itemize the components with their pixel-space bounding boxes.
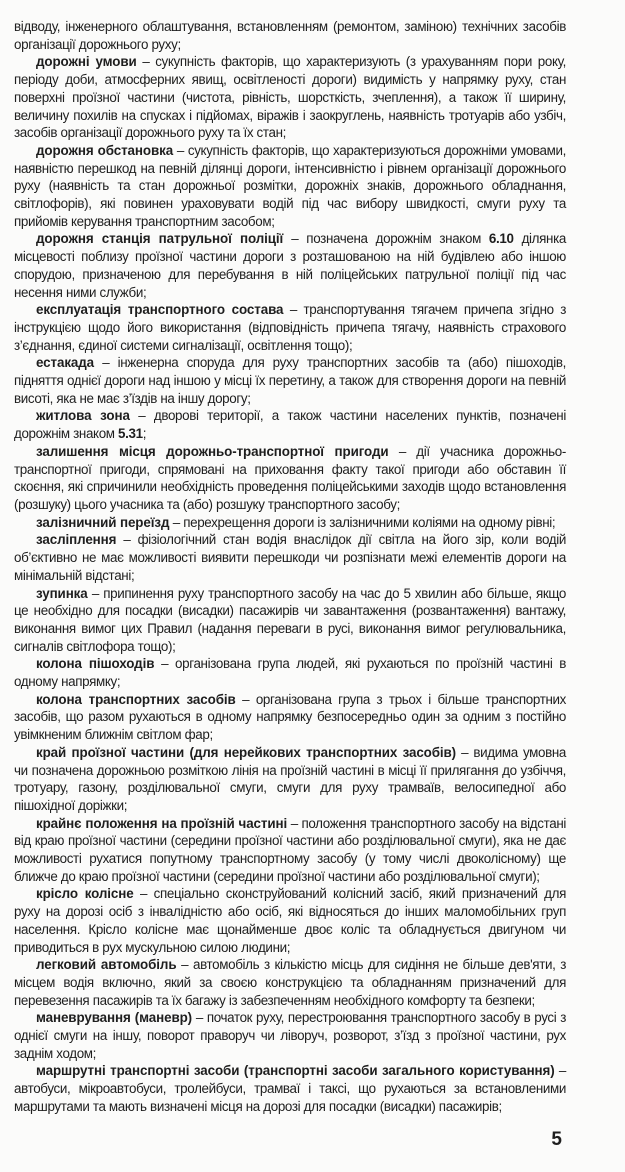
- page-number: 5: [551, 1128, 562, 1150]
- entry-term: дорожня обстановка: [36, 142, 174, 158]
- entry-text: – початок руху, перестроювання транспортного засобу в русі з однієї смуги на іншу, поворот праворуч чи ліворуч, розворот, з’їзд з проїзної частини, рух заднім ходом;: [14, 1010, 566, 1061]
- entry-text: – організована група з трьох і більше транспортних засобів, що разом рухаються в одному напрямку безпосередньо один за одним з постійно увімкненим ближнім світлом фар;: [14, 691, 566, 743]
- entry-marshrutni-ts: [14, 1062, 566, 1115]
- entry-term: маршрутні транспортні засоби (транспортні засоби загального користування): [36, 1063, 555, 1079]
- entry-term: залізничний переїзд: [36, 514, 170, 530]
- entry-term: залишення місця дорожньо-транспортної пригоди: [36, 443, 389, 459]
- entry-text: – сукупність факторів, що характеризують (з урахуванням пори року, періоду доби, атмосферних явищ, освітленості дороги) видимість у напрямку руху, стан поверхні проїзної частини (чистота, рівність, шорсткість, зчеплення), а також її ширину, величину похилів на спусках і підйомах, віражів і заокруглень, наявність тротуарів або узбіч, засобів організації дорожнього руху та їх стан;: [14, 54, 566, 141]
- entry-estakada: [14, 354, 566, 407]
- entry-term: край проїзної частини (для нерейкових транспортних засобів): [36, 744, 457, 760]
- entry-text: – інженерна споруда для руху транспортних засобів та (або) пішоходів, підняття однієї дороги над іншою у місці їх перетину, а також для створення дороги на певній висоті, яка не має з’їздів на іншу дорогу;: [14, 355, 566, 406]
- document-page: [14, 18, 566, 1116]
- entry-text: – автомобіль з кількістю місць для сидіння не більше дев'яти, з місцем водія включно, який за своєю конструкцією та обладнанням призначений для перевезення пасажирів та їх багажу із забезпеченням необхідного комфорту та безпеки;: [14, 957, 566, 1008]
- entry-text: – дворові території, а також частини населених пунктів, позначені дорожнім знаком: [14, 408, 566, 442]
- entry-kolona-pishokhodiv: [14, 655, 566, 690]
- entry-text: – видима умовна чи позначена дорожньою розміткою лінія на проїзній частині в місці її прилягання до узбіччя, тротуару, газону, розділювальної смуги, смуги для руху трамваїв, велосипедної або пішохідної доріжки;: [14, 744, 566, 813]
- entry-zaliznychnyi-pereizd: [14, 514, 566, 532]
- entry-text: – припинення руху транспортного засобу на час до 5 хвилин або більше, якщо це необхідно для посадки (висадки) пасажирів чи завантаження (розвантаження) вантажу, виконання вимог цих Правил (надання переваги в русі, виконання вимог регулювальника, сигналів світлофора тощо);: [14, 585, 566, 654]
- entry-text: – позначена дорожнім знаком: [283, 231, 489, 247]
- entry-text: – дії учасника дорожньо-транспортної пригоди, спрямовані на приховання факту такої пригоди або обставин її скоєння, які спричинили необхідність проведення поліцейськими заходів щодо встановлення (розшуку) цього учасника та (або) розшуку транспортного засобу;: [14, 443, 567, 512]
- entry-term: зупинка: [36, 585, 88, 601]
- entry-term: легковий автомобіль: [36, 957, 177, 973]
- entry-text: ділянка місцевості поблизу проїзної частини дороги з розташованою на ній будівлею або іншою спорудою, призначеною для перебування в ній поліцейських патрульної поліції під час несення ними служби;: [14, 231, 566, 300]
- entry-term: естакада: [36, 355, 95, 371]
- entry-term: житлова зона: [36, 408, 130, 424]
- entry-dorozhnia-obstanovka: [14, 142, 566, 231]
- entry-ekspluatatsiia: [14, 301, 566, 354]
- entry-text: – фізіологічний стан водія внаслідок дії світла на його зір, коли водій об’єктивно не має можливості виявити перешкоди чи розпізнати межі елементів дороги на мінімальній відстані;: [14, 532, 566, 583]
- entry-text: – транспортування тягачем причепа згідно з інструкцією щодо його використання (відповідність причепа тягачу, наявність страхового з’єднання, єдиної системи сигналізації, освітлення тощо);: [14, 302, 566, 353]
- entry-kraine-polozhennia: [14, 815, 566, 886]
- entry-term: маневрування (маневр): [36, 1010, 193, 1026]
- entry-zhytlova-zona: [14, 407, 566, 442]
- entry-zupynka: [14, 585, 566, 656]
- entry-term: засліплення: [36, 532, 117, 548]
- entry-dorozhnia-stantsiia: [14, 230, 566, 301]
- entry-term: колона пішоходів: [36, 656, 155, 672]
- entry-term: крайнє положення на проїзній частині: [36, 815, 288, 831]
- entry-dorozhni-umovy: [14, 53, 566, 142]
- sign-reference: 6.10: [488, 231, 514, 247]
- sign-reference: 5.31: [118, 426, 143, 442]
- entry-term: дорожня станція патрульної поліції: [36, 231, 284, 247]
- entry-term: дорожні умови: [36, 54, 137, 70]
- entry-term: експлуатація транспортного состава: [36, 302, 284, 318]
- entry-term: колона транспортних засобів: [36, 691, 236, 707]
- entry-text: – організована група людей, які рухаються по проїзній частині в одному напрямку;: [14, 656, 567, 690]
- entry-krai-proizdnoi: [14, 744, 566, 815]
- entry-text: – положення транспортного засобу на відстані від краю проїзної частини (середини проїзної частини або розділювальної смуги), яка не дає можливості рухатися попутному транспортному засобу (у тому числі двоколісному) ще ближче до краю проїзної частини (середини проїзної частини або розділювальної смуги);: [14, 815, 566, 884]
- entry-manevruvannia: [14, 1009, 566, 1062]
- entry-text: – автобуси, мікроавтобуси, тролейбуси, трамваї і таксі, що рухаються за встановленими маршрутами та мають визначені місця на дорозі для посадки (висадки) пасажирів;: [14, 1063, 566, 1114]
- entry-text: – сукупність факторів, що характеризуються дорожніми умовами, наявністю перешкод на певній ділянці дороги, інтенсивністю і рівнем організації дорожнього руху (наявність та стан дорожньої розмітки, дорожніх знаків, дорожнього обладнання, світлофорів), які повинен ураховувати водій під час вибору швидкості, смуги руху та прийомів керування транспортним засобом;: [14, 142, 566, 229]
- entry-krislo-kolisne: [14, 885, 566, 956]
- entry-text: ;: [142, 426, 147, 442]
- entry-text: – перехрещення дороги із залізничними коліями на одному рівні;: [169, 514, 556, 530]
- entry-text: – спеціально сконструйований колісний засіб, який призначений для руху на дорозі осіб з інвалідністю або осіб, які відносяться до інших маломобільних груп населення. Крісло колісне має щонайменше двоє коліс та обладнується двигуном чи приводиться в рух мускульною силою людини;: [14, 886, 566, 955]
- entry-text: відводу, інженерного облаштування, встановленням (ремонтом, заміною) технічних засобів організації дорожнього руху;: [14, 19, 566, 52]
- entry-term: крісло колісне: [36, 886, 134, 902]
- entry-zalyshennia-mistsia: [14, 443, 566, 514]
- entry-zaslipennia: [14, 531, 566, 584]
- entry-kolona-ts: [14, 691, 566, 744]
- entry-continuation: [14, 18, 566, 53]
- entry-lehkovyi-avtomobil: [14, 956, 566, 1009]
